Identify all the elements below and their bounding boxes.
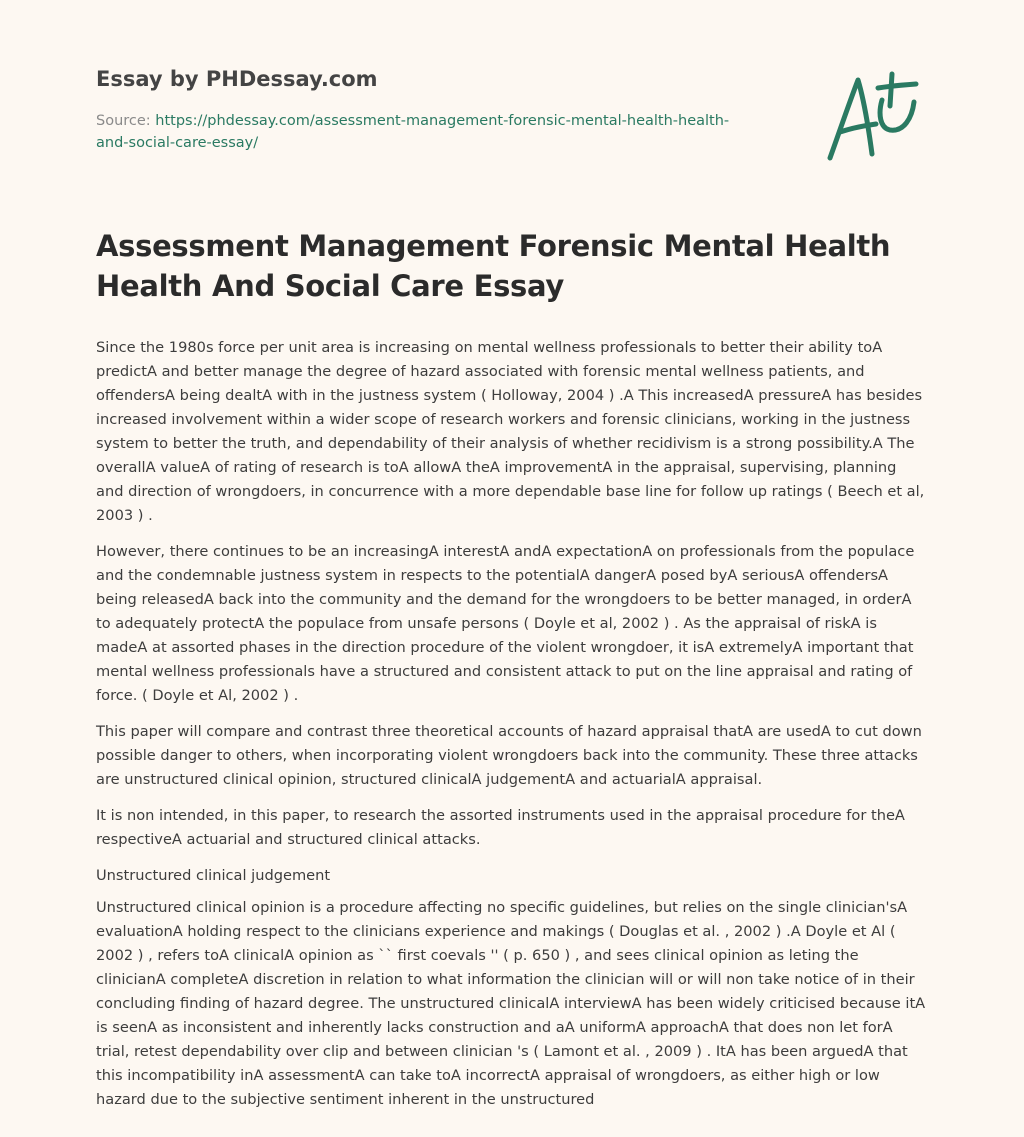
source-label: Source: (96, 113, 156, 129)
page-header (96, 66, 796, 154)
a-plus-logo-icon (820, 66, 930, 166)
a-plus-logo (820, 66, 930, 166)
essay-paragraph: This paper will compare and contrast three theoretical accounts of hazard appraisal thatA are usedA to cut down possible danger to others, when incorporating violent wrongdoers back into the community. These three attacks are unstructured clinical opinion, structured clinicalA judgementA and actuarialA appraisal. (96, 723, 922, 788)
essay-paragraph: It is non intended, in this paper, to research the assorted instruments used in the appraisal procedure for theA respectiveA actuarial and structured clinical attacks. (96, 807, 905, 848)
essay-paragraph: However, there continues to be an increasingA interestA andA expectationA on professionals from the populace and the condemnable justness system in respects to the potentialA dangerA posed byA seriousA offendersA being releasedA back into the community and the demand for the wrongdoers to be better managed, in orderA to adequately protectA the populace from unsafe persons ( Doyle et al, 2002 ) . As the appraisal of riskA is madeA at assorted phases in the direction procedure of the violent wrongdoer, it isA extremelyA important that mental wellness professionals have a structured and consistent attack to put on the line appraisal and rating of force. ( Doyle et Al, 2002 ) . (96, 543, 915, 704)
section-heading: Unstructured clinical judgement (96, 867, 331, 884)
source-link[interactable]: https://phdessay.com/assessment-management-forensic-mental-health-health-and-social-care-essay/ (96, 113, 730, 151)
essay-paragraph: Since the 1980s force per unit area is increasing on mental wellness professionals to better their ability toA predictA and better manage the degree of hazard associated with forensic mental wellness patients, and offendersA being dealtA with in the justness system ( Holloway, 2004 ) .A This increasedA pressureA has besides increased involvement within a wider scope of research workers and forensic clinicians, working in the justness system to better the truth, and dependability of their analysis of whether recidivism is a strong possibility.A The overallA valueA of rating of research is toA allowA theA improvementA in the appraisal, supervising, planning and direction of wrongdoers, in concurrence with a more dependable base line for follow up ratings ( Beech et al, 2003 ) . (96, 339, 925, 524)
essay-content (96, 226, 926, 1124)
essay-title: Assessment Management Forensic Mental Health Health And Social Care Essay (96, 229, 891, 303)
essay-paragraph: Unstructured clinical opinion is a procedure affecting no specific guidelines, but relies on the single clinician'sA evaluationA holding respect to the clinicians experience and makings ( Douglas et al. , 2002 ) .A Doyle et Al ( 2002 ) , refers toA clinicalA opinion as `` first coevals '' ( p. 650 ) , and sees clinical opinion as leting the clinicianA completeA discretion in relation to what information the clinician will or will non take notice of in their concluding finding of hazard degree. The unstructured clinicalA interviewA has been widely criticised because itA is seenA as inconsistent and inherently lacks construction and aA uniformA approachA that does non let forA trial, retest dependability over clip and between clinician 's ( Lamont et al. , 2009 ) . ItA has been arguedA that this incompatibility inA assessmentA can take toA incorrectA appraisal of wrongdoers, as either high or low hazard due to the subjective sentiment inherent in the unstructured (96, 899, 926, 1108)
site-title: Essay by PHDessay.com (96, 67, 378, 91)
source-line (96, 110, 756, 154)
